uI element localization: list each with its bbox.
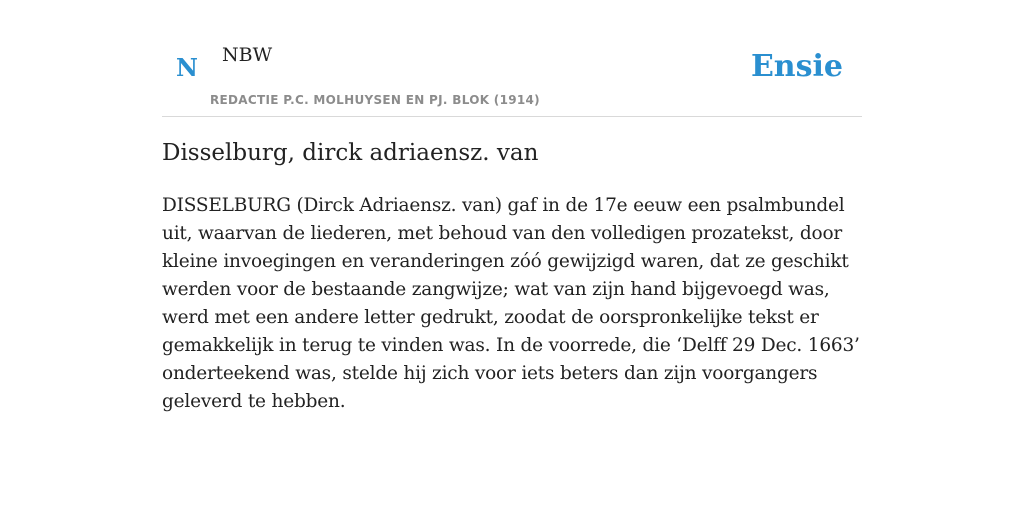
source-subtitle: REDACTIE P.C. MOLHUYSEN EN PJ. BLOK (1914) [210,93,540,107]
source-header [162,0,862,117]
article-body: DISSELBURG (Dirck Adriaensz. van) gaf in de 17e eeuw een psalmbundel uit, waarvan de liederen, met behoud van den volledigen prozatekst, door kleine invoegingen en veranderingen zóó gewijzigd waren, dat ze geschikt werden voor de bestaande zangwijze; wat van zijn hand bijgevoegd was, werd met een andere letter gedrukt, zoodat de oorspronkelijke tekst er gemakkelijk in terug te vinden was. In de voorrede, die ‘Delff 29 Dec. 1663’ onderteekend was, stelde hij zich voor iets beters dan zijn voorgangers geleverd te hebben. [162,195,860,412]
source-name-link[interactable]: NBW [222,44,273,66]
source-logo[interactable]: N [176,53,198,82]
ensie-logo-link[interactable]: Ensie [750,49,843,84]
article-title: Disselburg, dirck adriaensz. van [162,140,539,166]
